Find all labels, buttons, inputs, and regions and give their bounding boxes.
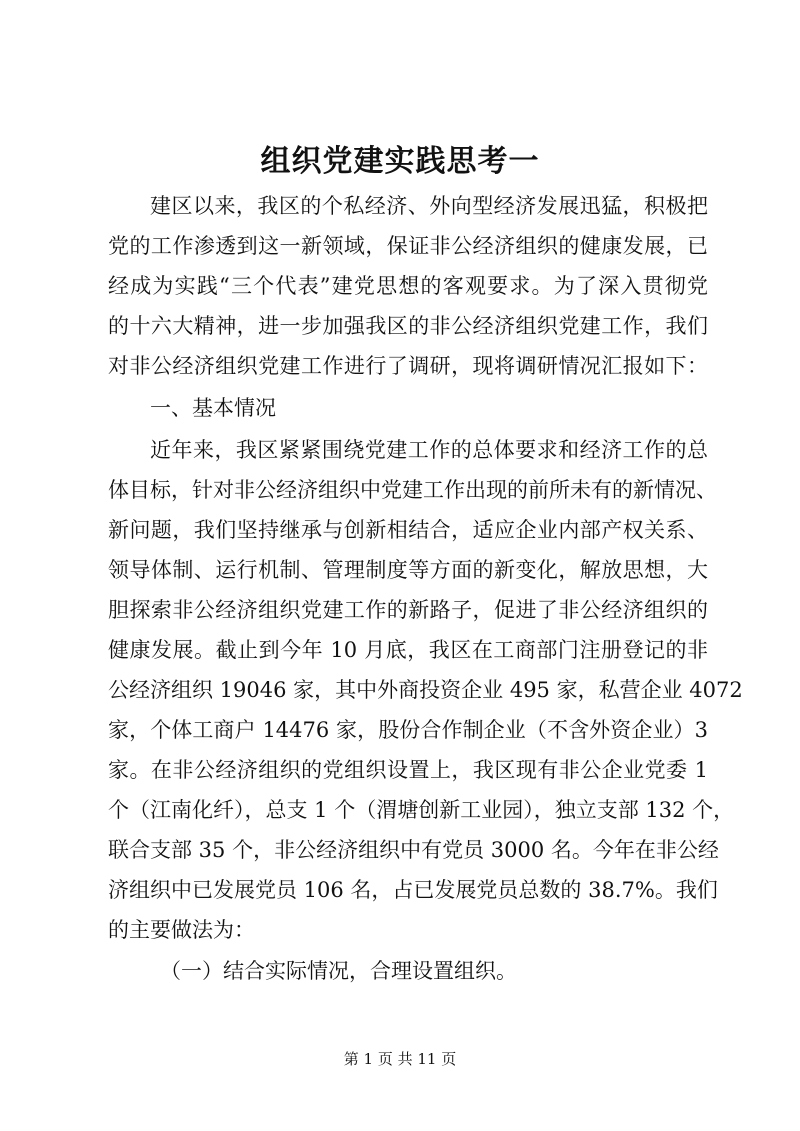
paragraph-line: 体目标，针对非公经济组织中党建工作出现的前所未有的新情况、 — [108, 478, 717, 502]
paragraph-line: 近年来，我区紧紧围绕党建工作的总体要求和经济工作的总 — [150, 438, 708, 462]
paragraph-line: 建区以来，我区的个私经济、外向型经济发展迅猛，积极把 — [150, 194, 708, 218]
paragraph-line: 党的工作渗透到这一新领域，保证非公经济组织的健康发展，已 — [108, 234, 708, 258]
paragraph-line: 联合支部 35 个，非公经济组织中有党员 3000 名。今年在非公经 — [108, 838, 719, 862]
paragraph-line: 胆探索非公经济组织党建工作的新路子，促进了非公经济组织的 — [108, 598, 708, 622]
paragraph-line: 经成为实践“三个代表”建党思想的客观要求。为了深入贯彻党 — [108, 274, 708, 298]
paragraph-line: 公经济组织 19046 家，其中外商投资企业 495 家，私营企业 4072 — [108, 678, 743, 702]
paragraph-line: 家。在非公经济组织的党组织设置上，我区现有非公企业党委 1 — [108, 758, 708, 782]
section-heading: 一、基本情况 — [150, 396, 276, 420]
paragraph-line: 个（江南化纤），总支 1 个（渭塘创新工业园），独立支部 132 个， — [108, 798, 735, 822]
paragraph-line: 济组织中已发展党员 106 名，占已发展党员总数的 38.7%。我们 — [108, 878, 718, 902]
paragraph-line: 领导体制、运行机制、管理制度等方面的新变化，解放思想，大 — [108, 558, 708, 582]
subsection-heading: （一）结合实际情况，合理设置组织。 — [160, 959, 517, 983]
paragraph-line: 健康发展。截止到今年 10 月底，我区在工商部门注册登记的非 — [108, 638, 708, 662]
paragraph-line: 新问题，我们坚持继承与创新相结合，适应企业内部产权关系、 — [108, 518, 708, 542]
document-title: 组织党建实践思考一 — [260, 144, 540, 179]
paragraph-line: 家，个体工商户 14476 家，股份合作制企业（不含外资企业）3 — [108, 718, 708, 742]
page-footer: 第 1 页 共 11 页 — [343, 1050, 457, 1068]
paragraph-line: 对非公经济组织党建工作进行了调研，现将调研情况汇报如下： — [108, 354, 708, 378]
paragraph-line: 的主要做法为： — [108, 918, 255, 942]
paragraph-line: 的十六大精神，进一步加强我区的非公经济组织党建工作，我们 — [108, 314, 708, 338]
